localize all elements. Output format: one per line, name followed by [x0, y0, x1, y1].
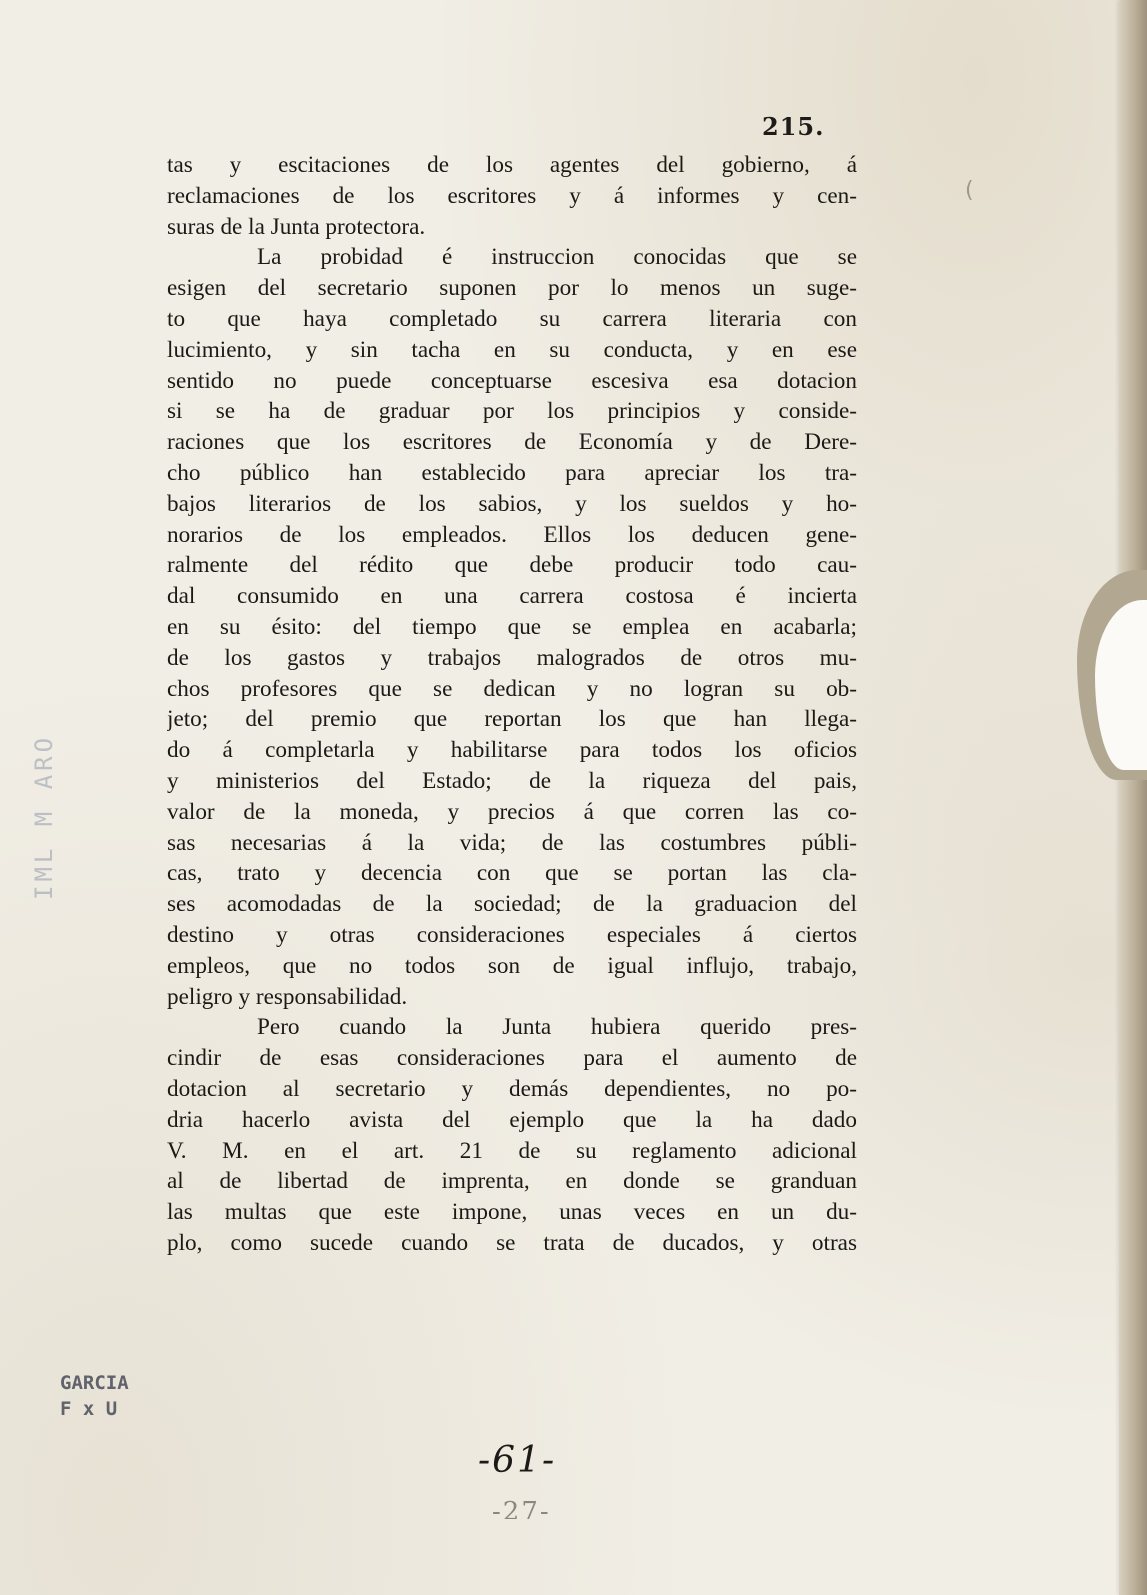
text-line: empleos, que no todos son de igual influjo, trabajo, — [167, 952, 857, 979]
text-line: raciones que los escritores de Economía y de Dere- — [167, 429, 857, 456]
library-stamp-line-2: F x U — [60, 1398, 118, 1420]
text-line: al de libertad de imprenta, en donde se granduan — [167, 1168, 857, 1195]
text-line: y ministerios del Estado; de la riqueza del pais, — [167, 767, 857, 794]
text-line: si se ha de graduar por los principios y conside- — [167, 398, 857, 425]
text-line: reclamaciones de los escritores y á informes y cen- — [167, 182, 857, 209]
text-line: bajos literarios de los sabios, y los sueldos y ho- — [167, 490, 857, 517]
text-line: sentido no puede conceptuarse escesiva esa dotacion — [167, 367, 857, 394]
text-line: esigen del secretario suponen por lo menos un suge- — [167, 275, 857, 302]
text-line: do á completarla y habilitarse para todos los oficios — [167, 737, 857, 764]
text-line: de los gastos y trabajos malogrados de otros mu- — [167, 644, 857, 671]
text-line: ralmente del rédito que debe producir todo cau- — [167, 552, 857, 579]
text-line: jeto; del premio que reportan los que han llega- — [167, 706, 857, 733]
text-line: cindir de esas consideraciones para el aumento de — [167, 1045, 857, 1072]
text-line: cas, trato y decencia con que se portan las cla- — [167, 860, 857, 887]
text-line: en su ésito: del tiempo que se emplea en acabarla; — [167, 613, 857, 640]
body-text — [167, 150, 857, 1259]
text-line: destino y otras consideraciones especiales á ciertos — [167, 921, 857, 948]
text-line: norarios de los empleados. Ellos los deducen gene- — [167, 521, 857, 548]
text-line: lucimiento, y sin tacha en su conducta, y en ese — [167, 336, 857, 363]
text-line: las multas que este impone, unas veces en un du- — [167, 1199, 857, 1226]
text-line: dotacion al secretario y demás dependientes, no po- — [167, 1075, 857, 1102]
pencil-mark: ( — [965, 178, 974, 203]
text-line: sas necesarias á la vida; de las costumbres públi- — [167, 829, 857, 856]
library-stamp-line-1: GARCIA — [60, 1372, 129, 1394]
library-stamp — [60, 1370, 129, 1422]
text-line: to que haya completado su carrera literaria con — [167, 305, 857, 332]
text-line: cho público han establecido para apreciar los tra- — [167, 459, 857, 486]
text-line: La probidad é instruccion conocidas que se — [257, 244, 857, 271]
text-line: chos profesores que se dedican y no logran su ob- — [167, 675, 857, 702]
handwritten-folio: -61- — [478, 1440, 557, 1481]
text-line: peligro y responsabilidad. — [167, 983, 408, 1010]
text-line: ses acomodadas de la sociedad; de la graduacion del — [167, 891, 857, 918]
page-number: 215. — [762, 112, 825, 141]
text-line: valor de la moneda, y precios á que corren las co- — [167, 798, 857, 825]
text-line: tas y escitaciones de los agentes del gobierno, á — [167, 152, 857, 178]
text-line: V. M. en el art. 21 de su reglamento adicional — [167, 1137, 857, 1164]
page-right-edge — [1119, 0, 1147, 1595]
side-library-stamp: IML M ARO — [30, 733, 58, 900]
faint-folio: -27- — [492, 1497, 551, 1519]
text-line: dal consumido en una carrera costosa é incierta — [167, 583, 857, 610]
text-line: plo, como sucede cuando se trata de ducados, y otras — [167, 1229, 857, 1256]
text-line: suras de la Junta protectora. — [167, 213, 426, 240]
text-line: Pero cuando la Junta hubiera querido pres- — [257, 1014, 857, 1041]
text-line: dria hacerlo avista del ejemplo que la ha dado — [167, 1106, 857, 1133]
